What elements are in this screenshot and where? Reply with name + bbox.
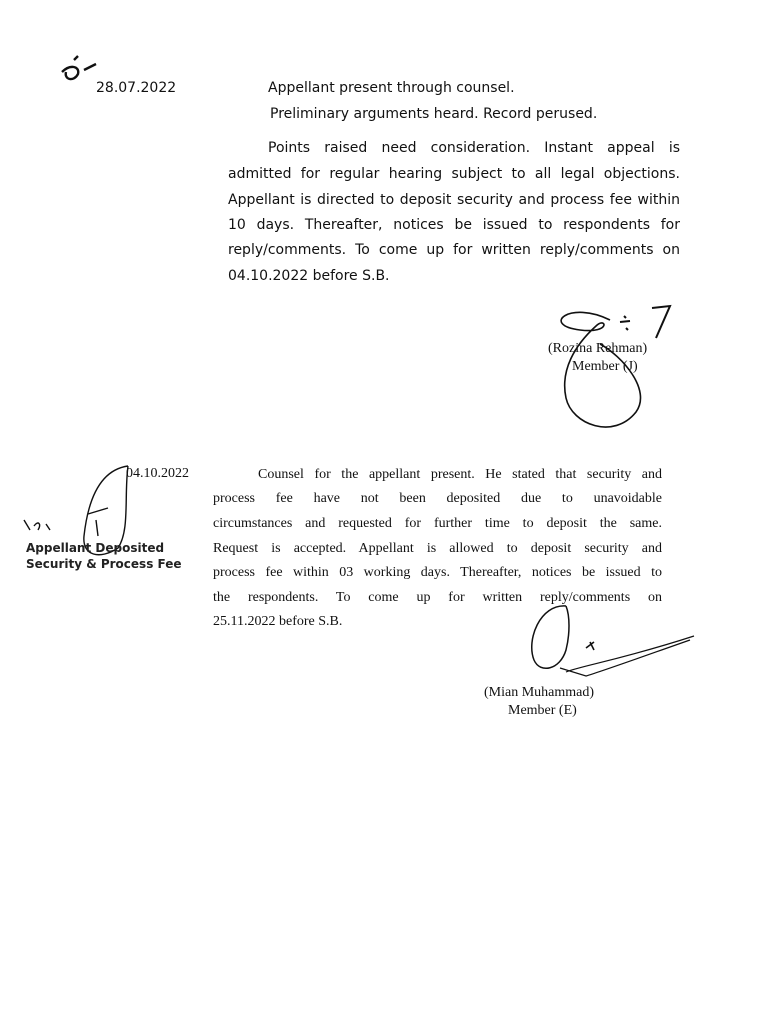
order2-para-line: process fee have not been deposited due to unavoidable <box>213 491 662 506</box>
order2-para-line: circumstances and requested for further time to deposit the same. <box>213 516 662 531</box>
order1-para-line: 10 days. Thereafter, notices be issued to respondents for <box>228 217 680 233</box>
stamp-line-2: Security & Process Fee <box>26 557 182 571</box>
signatory-1-name: (Rozina Rehman) <box>548 341 648 356</box>
stamp-line-1: Appellant Deposited <box>26 541 165 555</box>
order2-para-line: process fee within 03 working days. Thereafter, notices be issued to <box>213 565 662 580</box>
order-date-2: 04.10.2022 <box>126 466 189 481</box>
order-date-1: 28.07.2022 <box>96 80 177 96</box>
order2-para-line: Counsel for the appellant present. He stated that security and <box>258 467 662 482</box>
signatory-2 <box>484 684 594 720</box>
order2-para-line: 25.11.2022 before S.B. <box>213 614 343 629</box>
signatory-2-title: Member (E) <box>508 703 577 718</box>
order1-para-line: reply/comments. To come up for written reply/comments on <box>228 242 680 258</box>
order1-para-line: Appellant is directed to deposit security and process fee within <box>228 192 680 208</box>
signatory-2-name: (Mian Muhammad) <box>484 685 595 700</box>
order2-para-line: the respondents. To come up for written reply/comments on <box>213 590 662 605</box>
order1-para-line: Points raised need consideration. Instant appeal is <box>268 140 680 156</box>
order1-line-2: Preliminary arguments heard. Record perused. <box>270 106 598 122</box>
order1-para-line: 04.10.2022 before S.B. <box>228 268 390 284</box>
signatory-1-title: Member (J) <box>572 359 638 374</box>
order2-para-line: Request is accepted. Appellant is allowed to deposit security and <box>213 541 662 556</box>
order1-line-1: Appellant present through counsel. <box>268 80 515 96</box>
order1-para-line: admitted for regular hearing subject to all legal objections. <box>228 166 680 182</box>
